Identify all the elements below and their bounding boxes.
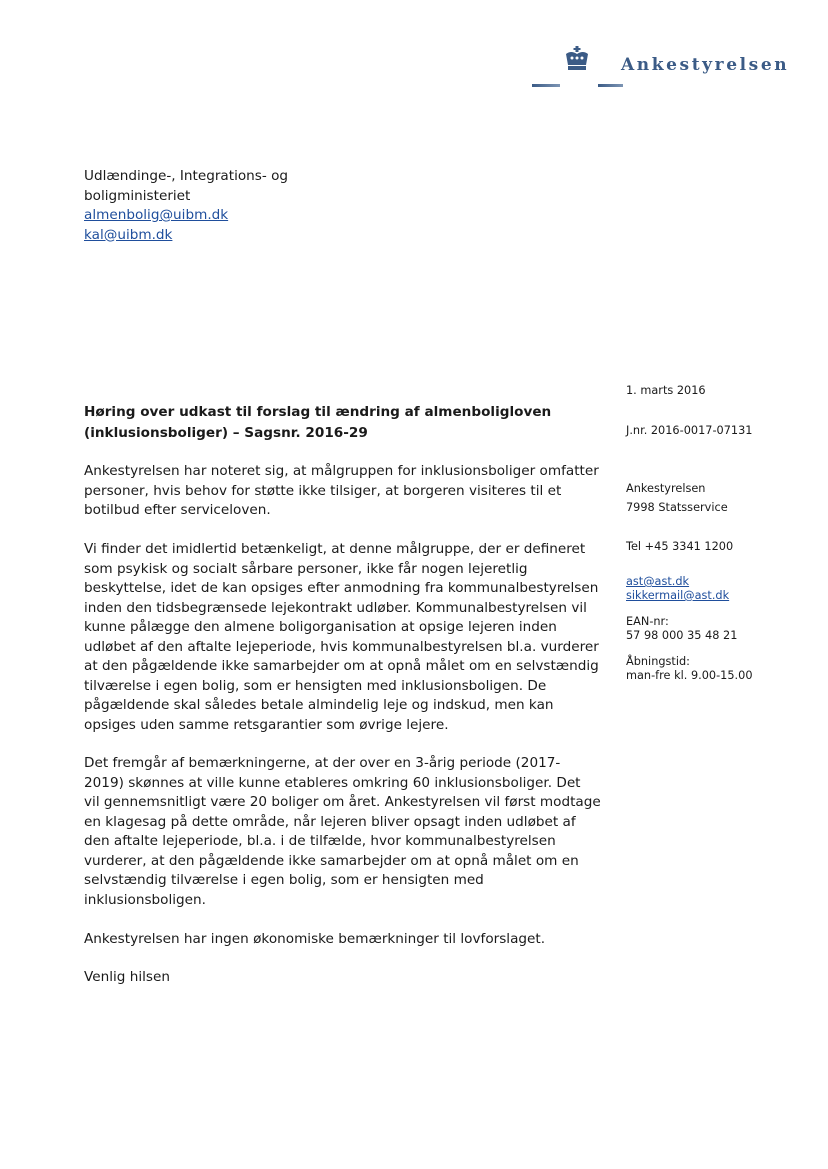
logo-bar-left	[532, 84, 560, 87]
text-line: tilværelse i egen bolig, som er hensigten med inklusionsboligen. De	[84, 677, 547, 694]
secure-email-link[interactable]: sikkermail@ast.dk	[626, 589, 730, 602]
text-line: vurderer, at den pågældende ikke samarbejder om at opnå målet om en	[84, 852, 579, 869]
paragraph-3	[84, 754, 601, 910]
recipient-email-link[interactable]: kal@uibm.dk	[84, 226, 173, 243]
text-line: Ankestyrelsen har noteret sig, at målgruppen for inklusionsboliger omfatter	[84, 463, 599, 479]
text-line: vil gennemsnitligt være 20 boliger om året. Ankestyrelsen vil først modtage	[84, 794, 601, 810]
case-number: J.nr. 2016-0017-07131	[626, 424, 753, 437]
text-line: personer, hvis behov for støtte ikke tilsiger, at borgeren visiteres til et	[84, 482, 562, 499]
crown-icon	[563, 46, 591, 72]
sender-phone: Tel +45 3341 1200	[626, 540, 734, 553]
text-line: inden den tidsbegrænsede lejekontrakt udløber. Kommunalbestyrelsen vil	[84, 599, 587, 616]
text-line: beskyttelse, idet de kan opsiges efter anmodning fra kommunalbestyrelsen	[84, 580, 599, 596]
text-line: den aftalte lejeperiode, bl.a. i de tilfælde, hvor kommunalbestyrelsen	[84, 833, 556, 849]
ean-label: EAN-nr:	[626, 615, 669, 628]
ean-number: 57 98 000 35 48 21	[626, 629, 738, 642]
letter-date: 1. marts 2016	[626, 384, 706, 397]
letter-title	[84, 402, 551, 444]
recipient-line: Udlændinge-, Integrations- og	[84, 168, 289, 184]
text-line: inklusionsboligen.	[84, 891, 206, 908]
logo-bar-right	[598, 84, 623, 87]
text-line: selvstændig tilværelse i egen bolig, som er hensigten med	[84, 872, 484, 888]
text-line: opsiges uden samme retsgarantier som øvrige lejere.	[84, 716, 449, 733]
text-line: 2019) skønnes at ville kunne etableres omkring 60 inklusionsboliger. Det	[84, 774, 581, 791]
text-line: kunne pålægge den almene boligorganisation at opsige lejeren inden	[84, 619, 557, 635]
text-line: en klagesag på dette område, når lejeren bliver opsagt inden udløbet af	[84, 813, 576, 830]
recipient-email-link[interactable]: almenbolig@uibm.dk	[84, 207, 229, 223]
closing: Venlig hilsen	[84, 969, 170, 985]
paragraph-1	[84, 462, 599, 521]
text-line: Det fremgår af bemærkningerne, at der over en 3-årig periode (2017-	[84, 755, 561, 771]
title-line: Høring over udkast til forslag til ændring af almenboligloven	[84, 404, 552, 420]
text-line: pågældende skal således betale almindelig leje og indskud, men kan	[84, 697, 554, 713]
sender-org: Ankestyrelsen	[626, 482, 706, 495]
text-line: som psykisk og socialt sårbare personer, ikke får nogen lejeretlig	[84, 560, 528, 577]
text-line: udløbet af den aftalte lejeperiode, hvis kommunalbestyrelsen bl.a. vurderer	[84, 638, 599, 655]
text-line: at den pågældende ikke samarbejder om at opnå målet om en selvstændig	[84, 658, 599, 674]
paragraph-2	[84, 540, 599, 735]
text-line: Ankestyrelsen har ingen økonomiske bemærkninger til lovforslaget.	[84, 931, 546, 947]
hours-label: Åbningstid:	[626, 655, 690, 668]
opening-hours: man-fre kl. 9.00-15.00	[626, 669, 753, 682]
recipient-line: boligministeriet	[84, 187, 191, 204]
sender-email-link[interactable]: ast@ast.dk	[626, 575, 690, 588]
sender-address: 7998 Statsservice	[626, 501, 728, 514]
text-line: Vi finder det imidlertid betænkeligt, at denne målgruppe, der er defineret	[84, 541, 586, 557]
paragraph-4	[84, 930, 545, 950]
logo-text: Ankestyrelsen	[621, 55, 790, 75]
title-line: (inklusionsboliger) – Sagsnr. 2016-29	[84, 425, 368, 441]
text-line: botilbud efter serviceloven.	[84, 502, 271, 518]
recipient-block	[84, 167, 288, 245]
